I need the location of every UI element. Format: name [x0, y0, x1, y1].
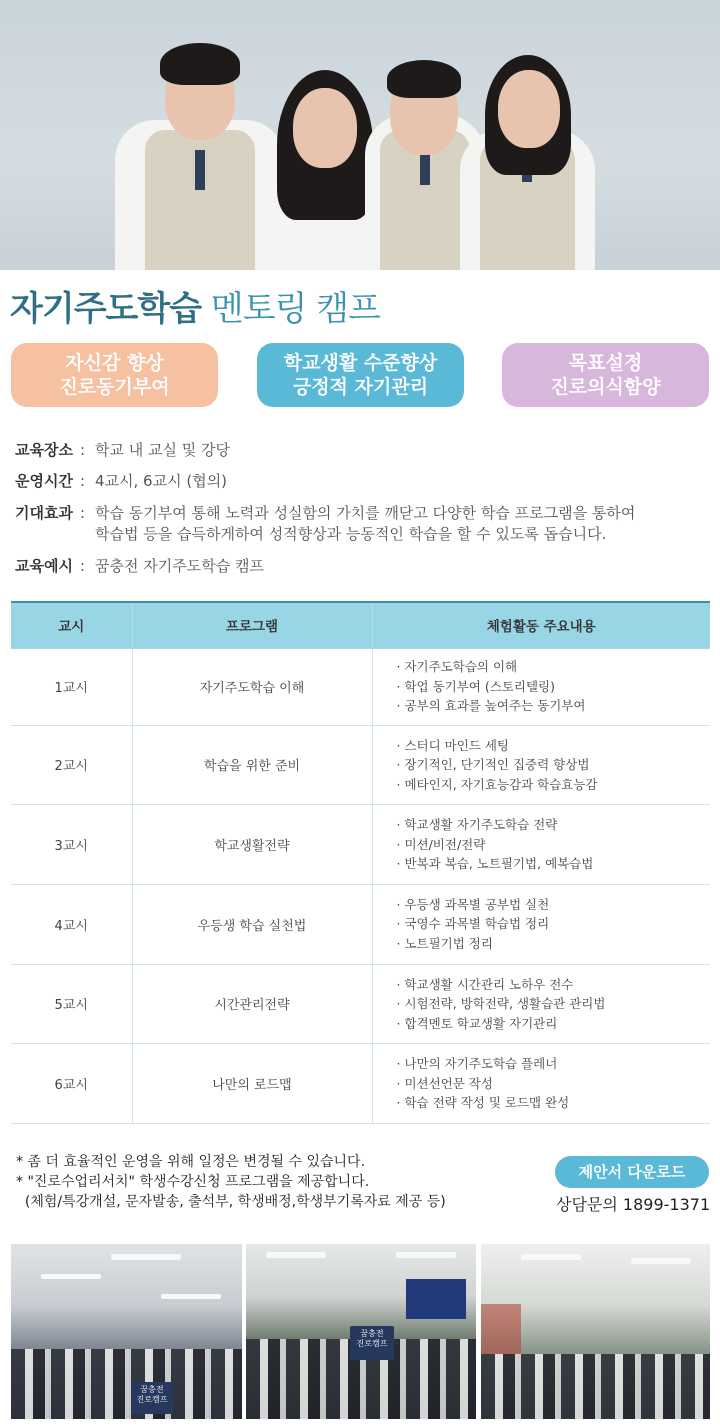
notes [16, 1152, 446, 1212]
table-header-row [11, 602, 710, 648]
program-cell: 나만의 로드맵 [132, 1044, 372, 1124]
program-cell: 학교생활전략 [132, 805, 372, 885]
camp-sign-line: 진로캠프 [136, 1395, 168, 1404]
info-colon: : [80, 557, 86, 575]
info-value: 학습 동기부여 통해 노력과 성실함의 가치를 깨닫고 다양한 학습 프로그램을 통하여 [95, 504, 636, 522]
page-title [10, 281, 380, 330]
info-value: 학습법 등을 습득하게하여 성적향상과 능동적인 학습을 할 수 있도록 돕습니다. [95, 525, 607, 543]
activity-item: · 시험전략, 방학전략, 생활습관 관리법 [396, 996, 606, 1012]
activity-item: · 메타인지, 자기효능감과 학습효능감 [396, 776, 598, 792]
camp-photo [246, 1244, 476, 1419]
goal-badge-goal-setting [502, 343, 709, 407]
period-cell: 2교시 [11, 725, 132, 805]
activity-item: · 학교생활 자기주도학습 전략 [396, 817, 558, 833]
activities-cell [372, 725, 710, 805]
badge-line: 진로의식함양 [550, 376, 661, 398]
camp-sign [350, 1326, 394, 1360]
note-line: * 좀 더 효율적인 운영을 위해 일정은 변경될 수 있습니다. [16, 1154, 366, 1170]
activity-item: · 학습 전략 작성 및 로드맵 완성 [396, 1095, 570, 1111]
goal-badge-school-life [257, 343, 464, 407]
activities-cell [372, 648, 710, 725]
camp-sign-line: 꿈충전 [360, 1329, 384, 1338]
activities-cell [372, 964, 710, 1044]
activity-item: · 공부의 효과를 높여주는 동기부여 [396, 698, 586, 714]
note-line: * "진로수업리서치" 학생수강신청 프로그램을 제공합니다. [16, 1174, 370, 1190]
info-colon: : [80, 441, 86, 459]
info-place [15, 439, 705, 461]
badge-line: 자신감 향상 [65, 352, 164, 374]
activity-item: · 장기적인, 단기적인 집중력 향상법 [396, 757, 590, 773]
program-cell: 자기주도학습 이해 [132, 648, 372, 725]
activity-item: · 국영수 과목별 학습법 정리 [396, 916, 550, 932]
activity-item: · 합격멘토 학교생활 자기관리 [396, 1015, 558, 1031]
info-example [15, 555, 705, 577]
info-label: 운영시간 [15, 472, 73, 490]
period-cell: 6교시 [11, 1044, 132, 1124]
proposal-download-button[interactable]: 제안서 다운로드 [555, 1156, 709, 1188]
program-cell: 학습을 위한 준비 [132, 725, 372, 805]
activity-item: · 우등생 과목별 공부법 실천 [396, 896, 550, 912]
badge-line: 긍정적 자기관리 [292, 376, 429, 398]
title-strong: 자기주도학습 [10, 289, 202, 329]
student-figure [460, 55, 595, 270]
column-header-activities: 체험활동 주요내용 [372, 602, 710, 648]
activity-item: · 스터디 마인드 세팅 [396, 737, 509, 753]
activity-item: · 반복과 복습, 노트필기법, 예복습법 [396, 856, 594, 872]
info-value: 4교시, 6교시 (협의) [95, 472, 228, 490]
table-row [11, 1044, 710, 1124]
table-row [11, 964, 710, 1044]
info-label: 교육예시 [15, 557, 73, 575]
camp-sign-line: 진로캠프 [356, 1339, 388, 1348]
camp-sign [131, 1382, 173, 1414]
info-label: 교육장소 [15, 441, 73, 459]
activities-cell [372, 1044, 710, 1124]
table-row [11, 884, 710, 964]
hero-image [0, 0, 720, 270]
note-line: (체험/특강개설, 문자발송, 출석부, 학생배정,학생부기록자료 제공 등) [16, 1194, 446, 1210]
info-value: 학교 내 교실 및 강당 [95, 441, 230, 459]
activities-cell [372, 805, 710, 885]
title-light: 멘토링 캠프 [210, 289, 380, 329]
activity-item: · 자기주도학습의 이해 [396, 659, 518, 675]
period-cell: 5교시 [11, 964, 132, 1044]
badge-line: 학교생활 수준향상 [283, 352, 438, 374]
goal-badge-confidence [11, 343, 218, 407]
table-row [11, 805, 710, 885]
activity-item: · 노트필기법 정리 [396, 935, 493, 951]
info-effect [15, 502, 705, 546]
activity-item: · 미션/비전/전략 [396, 836, 486, 852]
schedule-table [11, 601, 710, 1124]
activity-item: · 학교생활 시간관리 노하우 전수 [396, 976, 574, 992]
activity-item: · 미션선언문 작성 [396, 1075, 493, 1091]
info-time [15, 470, 705, 492]
activities-cell [372, 884, 710, 964]
info-value: 꿈충전 자기주도학습 캠프 [95, 557, 264, 575]
period-cell: 1교시 [11, 648, 132, 725]
info-colon: : [80, 504, 86, 522]
info-label: 기대효과 [15, 504, 73, 522]
contact-phone: 상담문의 1899-1371 [556, 1195, 711, 1214]
camp-photo [481, 1244, 710, 1419]
program-cell: 우등생 학습 실천법 [132, 884, 372, 964]
badge-line: 진로동기부여 [59, 376, 170, 398]
table-row [11, 725, 710, 805]
period-cell: 3교시 [11, 805, 132, 885]
info-colon: : [80, 472, 86, 490]
column-header-period: 교시 [11, 602, 132, 648]
activity-item: · 나만의 자기주도학습 플레너 [396, 1056, 558, 1072]
period-cell: 4교시 [11, 884, 132, 964]
badge-line: 목표설정 [568, 352, 643, 374]
activity-item: · 학업 동기부여 (스토리텔링) [396, 678, 555, 694]
camp-sign-line: 꿈충전 [140, 1385, 164, 1394]
column-header-program: 프로그램 [132, 602, 372, 648]
program-cell: 시간관리전략 [132, 964, 372, 1044]
camp-photo [11, 1244, 242, 1419]
table-row [11, 648, 710, 725]
